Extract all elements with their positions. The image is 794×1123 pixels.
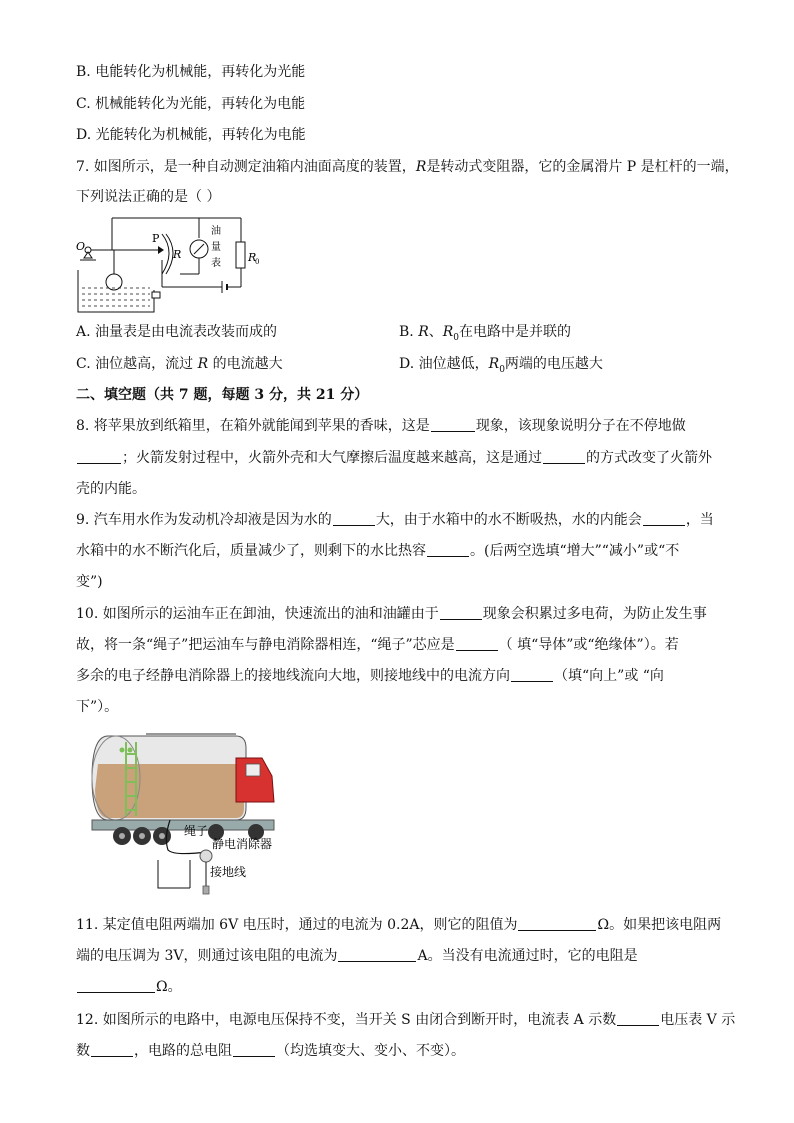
fig-meter-label-1: 油 <box>211 226 221 237</box>
q10-line4: 下”）。 <box>76 699 119 715</box>
q11-line1: 11. 某定值电阻两端加 6V 电压时，通过的电流为 0.2A，则它的阻值为 Ω。如果把该电阻两 <box>76 917 722 933</box>
q6-option-b: B. 电能转化为机械能，再转化为光能 <box>76 64 306 80</box>
q11-blank-3[interactable] <box>77 978 155 993</box>
fig-label-p: P <box>152 232 160 245</box>
q11-blank-1[interactable] <box>518 916 596 931</box>
fig-label-o: O <box>76 240 86 253</box>
q9-blank-2[interactable] <box>643 511 685 526</box>
q7-option-b: B. R、$R_0$在电路中是并联的 <box>399 324 572 343</box>
q8-blank-2[interactable] <box>77 449 121 464</box>
oil-tanker-figure <box>86 728 286 896</box>
q11-line2: 端的电压调为 3V，则通过该电阻的电流为 A。当没有电流通过时，它的电阻是 <box>76 948 638 964</box>
q12-line2: 数 ，电路的总电阻 （均选填变大、变小、不变）。 <box>76 1043 465 1059</box>
section-2-title: 二、填空题（共 7 题，每题 3 分，共 21 分） <box>76 387 369 403</box>
q8-blank-3[interactable] <box>543 449 585 464</box>
fig-label-r0: R <box>248 251 257 264</box>
q11-line3: Ω。 <box>76 977 182 997</box>
q10-blank-2[interactable] <box>456 636 498 651</box>
fig-label-eliminator: 静电消除器 <box>212 837 273 851</box>
q9-line3: 变”) <box>76 574 103 590</box>
q10-line3: 多余的电子经静电消除器上的接地线流向大地，则接地线中的电流方向 （填“向上”或 “向 <box>76 668 664 684</box>
q8-line2: ；火箭发射过程中，火箭外壳和大气摩擦后温度越来越高，这是通过 的方式改变了火箭外 <box>76 448 712 468</box>
q12-blank-3[interactable] <box>233 1042 275 1057</box>
q10-line1: 10. 如图所示的运油车正在卸油，快速流出的油和油罐由于 现象会积累过多电荷，为防止发生事 <box>76 606 707 622</box>
q6-option-d: D. 光能转化为机械能，再转化为电能 <box>76 127 306 143</box>
q12-line1: 12. 如图所示的电路中，电源电压保持不变，当开关 S 由闭合到断开时，电流表 A 示数 电压表 V 示 <box>76 1012 736 1028</box>
q8-line1: 8. 将苹果放到纸箱里，在箱外就能闻到苹果的香味，这是 现象，该现象说明分子在不停地做 <box>76 418 686 434</box>
fig-label-r: R <box>173 248 182 261</box>
q11-blank-2[interactable] <box>338 947 416 962</box>
oil-gauge-circuit-figure <box>76 212 260 320</box>
fig-label-r0-sub: 0 <box>255 258 260 266</box>
q7-option-c: C. 油位越高，流过 R 的电流越大 <box>76 356 283 372</box>
fig-label-rope: 绳子 <box>184 824 209 838</box>
q10-blank-3[interactable] <box>511 667 553 682</box>
fig-meter-label-2: 量 <box>211 242 221 253</box>
q8-blank-1[interactable] <box>431 417 475 432</box>
fig-meter-label-3: 表 <box>211 258 221 269</box>
q10-line2: 故，将一条“绳子”把运油车与静电消除器相连，“绳子”芯应是 （ 填“导体”或“绝缘体”）。若 <box>76 637 679 653</box>
q9-line1: 9. 汽车用水作为发动机冷却液是因为水的 大，由于水箱中的水不断吸热，水的内能会 ，当 <box>76 512 714 528</box>
q12-blank-1[interactable] <box>617 1011 659 1026</box>
q7-stem-line2: 下列说法正确的是（ ） <box>76 189 221 205</box>
q10-blank-1[interactable] <box>440 605 482 620</box>
q9-line2: 水箱中的水不断汽化后，质量减少了，则剩下的水比热容 。(后两空选填“增大”“减小”或“不 <box>76 543 680 559</box>
q7-stem-line1: 7. 如图所示，是一种自动测定油箱内油面高度的装置，R是转动式变阻器，它的金属滑片 P 是杠杆的一端， <box>76 159 739 175</box>
q8-line3: 壳的内能。 <box>76 481 146 497</box>
q12-blank-2[interactable] <box>91 1042 133 1057</box>
q7-option-a: A. 油量表是由电流表改装而成的 <box>76 324 278 340</box>
q6-option-c: C. 机械能转化为光能，再转化为电能 <box>76 96 306 112</box>
q9-blank-3[interactable] <box>427 542 469 557</box>
q7-option-d: D. 油位越低，$R_0$两端的电压越大 <box>399 356 603 375</box>
fig-label-ground-wire: 接地线 <box>210 865 247 879</box>
q9-blank-1[interactable] <box>333 511 375 526</box>
